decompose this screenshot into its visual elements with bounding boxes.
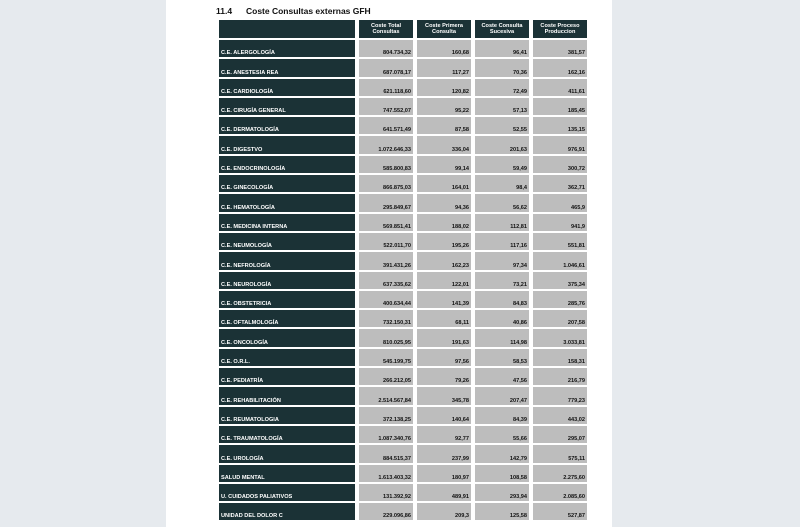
coste-total-cell: 569.851,41 [359, 214, 413, 231]
coste-sucesiva-cell: 117,16 [475, 233, 529, 250]
coste-primera-cell: 188,02 [417, 214, 471, 231]
table-body [219, 40, 587, 520]
coste-sucesiva-cell: 207,47 [475, 387, 529, 404]
coste-proceso-cell: 158,31 [533, 349, 587, 366]
coste-sucesiva-cell: 201,63 [475, 136, 529, 153]
coste-sucesiva-cell: 97,34 [475, 252, 529, 269]
coste-proceso-cell: 976,91 [533, 136, 587, 153]
table-row [219, 175, 587, 192]
coste-primera-cell: 117,27 [417, 59, 471, 76]
coste-proceso-cell: 295,07 [533, 426, 587, 443]
header-blank-cell [219, 20, 355, 38]
row-label: C.E. DERMATOLOGÍA [219, 117, 355, 134]
row-label: C.E. PEDIATRÍA [219, 368, 355, 385]
coste-sucesiva-cell: 96,41 [475, 40, 529, 57]
section-number: 11.4 [216, 6, 233, 16]
header-coste-primera: Coste Primera Consulta [417, 20, 471, 38]
coste-sucesiva-cell: 112,81 [475, 214, 529, 231]
coste-proceso-cell: 300,72 [533, 156, 587, 173]
coste-primera-cell: 195,26 [417, 233, 471, 250]
coste-primera-cell: 180,97 [417, 465, 471, 482]
row-label: C.E. HEMATOLOGÍA [219, 194, 355, 211]
coste-proceso-cell: 285,76 [533, 291, 587, 308]
row-label: C.E. NEUMOLOGÍA [219, 233, 355, 250]
row-label: C.E. OBSTETRICIA [219, 291, 355, 308]
coste-primera-cell: 87,58 [417, 117, 471, 134]
coste-proceso-cell: 551,81 [533, 233, 587, 250]
coste-proceso-cell: 162,16 [533, 59, 587, 76]
table-row [219, 156, 587, 173]
section-title: Coste Consultas externas GFH [246, 6, 371, 16]
row-label: C.E. O.R.L. [219, 349, 355, 366]
row-label: C.E. GINECOLOGÍA [219, 175, 355, 192]
coste-proceso-cell: 185,45 [533, 98, 587, 115]
table-row [219, 40, 587, 57]
coste-total-cell: 522.011,70 [359, 233, 413, 250]
coste-primera-cell: 68,11 [417, 310, 471, 327]
coste-primera-cell: 162,23 [417, 252, 471, 269]
coste-total-cell: 687.078,17 [359, 59, 413, 76]
row-label: C.E. REHABILITACIÓN [219, 387, 355, 404]
coste-sucesiva-cell: 70,36 [475, 59, 529, 76]
coste-sucesiva-cell: 59,49 [475, 156, 529, 173]
row-label: C.E. CARDIOLOGÍA [219, 79, 355, 96]
coste-total-cell: 884.515,37 [359, 445, 413, 462]
coste-proceso-cell: 207,58 [533, 310, 587, 327]
table-row [219, 233, 587, 250]
row-label: U. CUIDADOS PALIATIVOS [219, 484, 355, 501]
coste-proceso-cell: 779,23 [533, 387, 587, 404]
table-row [219, 503, 587, 520]
coste-total-cell: 585.800,83 [359, 156, 413, 173]
table-row [219, 407, 587, 424]
coste-proceso-cell: 575,11 [533, 445, 587, 462]
table-row [219, 310, 587, 327]
table-row [219, 465, 587, 482]
table-row [219, 445, 587, 462]
coste-proceso-cell: 443,02 [533, 407, 587, 424]
coste-total-cell: 2.514.567,84 [359, 387, 413, 404]
coste-primera-cell: 95,22 [417, 98, 471, 115]
coste-sucesiva-cell: 142,79 [475, 445, 529, 462]
coste-total-cell: 804.734,32 [359, 40, 413, 57]
coste-primera-cell: 140,64 [417, 407, 471, 424]
table-row [219, 136, 587, 153]
coste-proceso-cell: 1.046,61 [533, 252, 587, 269]
coste-proceso-cell: 941,9 [533, 214, 587, 231]
table-row [219, 194, 587, 211]
row-label: C.E. ANESTESIA REA [219, 59, 355, 76]
coste-total-cell: 810.025,95 [359, 329, 413, 346]
header-coste-proceso: Coste Proceso Produccion [533, 20, 587, 38]
coste-sucesiva-cell: 84,39 [475, 407, 529, 424]
coste-sucesiva-cell: 40,86 [475, 310, 529, 327]
coste-total-cell: 1.087.340,76 [359, 426, 413, 443]
table-row [219, 214, 587, 231]
table-row [219, 368, 587, 385]
coste-primera-cell: 94,36 [417, 194, 471, 211]
coste-proceso-cell: 216,79 [533, 368, 587, 385]
coste-sucesiva-cell: 84,83 [475, 291, 529, 308]
coste-total-cell: 637.335,62 [359, 272, 413, 289]
coste-proceso-cell: 2.085,60 [533, 484, 587, 501]
coste-primera-cell: 345,78 [417, 387, 471, 404]
table-row [219, 252, 587, 269]
coste-total-cell: 229.096,86 [359, 503, 413, 520]
coste-total-cell: 266.212,05 [359, 368, 413, 385]
coste-sucesiva-cell: 55,66 [475, 426, 529, 443]
header-coste-total: Coste Total Consultas [359, 20, 413, 38]
coste-sucesiva-cell: 73,21 [475, 272, 529, 289]
coste-total-cell: 1.072.646,33 [359, 136, 413, 153]
coste-total-cell: 295.849,67 [359, 194, 413, 211]
coste-primera-cell: 92,77 [417, 426, 471, 443]
coste-primera-cell: 97,56 [417, 349, 471, 366]
coste-total-cell: 1.613.403,32 [359, 465, 413, 482]
row-label: C.E. UROLOGÍA [219, 445, 355, 462]
coste-sucesiva-cell: 98,4 [475, 175, 529, 192]
coste-total-cell: 545.199,75 [359, 349, 413, 366]
coste-total-cell: 400.634,44 [359, 291, 413, 308]
coste-primera-cell: 209,3 [417, 503, 471, 520]
table-row [219, 484, 587, 501]
coste-total-cell: 372.138,25 [359, 407, 413, 424]
coste-total-cell: 732.150,31 [359, 310, 413, 327]
table-row [219, 387, 587, 404]
coste-sucesiva-cell: 52,55 [475, 117, 529, 134]
coste-primera-cell: 122,01 [417, 272, 471, 289]
header-coste-sucesiva: Coste Consulta Sucesiva [475, 20, 529, 38]
coste-proceso-cell: 3.033,81 [533, 329, 587, 346]
coste-sucesiva-cell: 56,62 [475, 194, 529, 211]
row-label: C.E. NEUROLOGÍA [219, 272, 355, 289]
cost-table [215, 18, 591, 522]
coste-primera-cell: 237,99 [417, 445, 471, 462]
coste-proceso-cell: 381,57 [533, 40, 587, 57]
coste-total-cell: 131.392,92 [359, 484, 413, 501]
table-row [219, 59, 587, 76]
coste-primera-cell: 336,04 [417, 136, 471, 153]
coste-sucesiva-cell: 72,49 [475, 79, 529, 96]
coste-total-cell: 621.118,60 [359, 79, 413, 96]
table-row [219, 329, 587, 346]
coste-primera-cell: 99,14 [417, 156, 471, 173]
coste-primera-cell: 120,82 [417, 79, 471, 96]
coste-sucesiva-cell: 58,53 [475, 349, 529, 366]
table-row [219, 117, 587, 134]
table-row [219, 272, 587, 289]
coste-proceso-cell: 362,71 [533, 175, 587, 192]
coste-primera-cell: 489,91 [417, 484, 471, 501]
row-label: C.E. ALERGOLOGÍA [219, 40, 355, 57]
coste-proceso-cell: 411,61 [533, 79, 587, 96]
coste-sucesiva-cell: 57,13 [475, 98, 529, 115]
coste-primera-cell: 164,01 [417, 175, 471, 192]
row-label: C.E. TRAUMATOLOGÍA [219, 426, 355, 443]
table-row [219, 98, 587, 115]
table-row [219, 79, 587, 96]
coste-sucesiva-cell: 293,94 [475, 484, 529, 501]
table-row [219, 349, 587, 366]
coste-proceso-cell: 465,9 [533, 194, 587, 211]
coste-proceso-cell: 2.275,60 [533, 465, 587, 482]
row-label: C.E. DIGESTVO [219, 136, 355, 153]
row-label: SALUD MENTAL [219, 465, 355, 482]
table-header-row [219, 20, 587, 38]
row-label: C.E. OFTALMOLOGÍA [219, 310, 355, 327]
coste-total-cell: 747.552,07 [359, 98, 413, 115]
table-row [219, 426, 587, 443]
coste-total-cell: 866.875,03 [359, 175, 413, 192]
coste-proceso-cell: 135,15 [533, 117, 587, 134]
row-label: C.E. ENDOCRINOLOGÍA [219, 156, 355, 173]
row-label: UNIDAD DEL DOLOR C [219, 503, 355, 520]
row-label: C.E. REUMATOLOGIA [219, 407, 355, 424]
coste-sucesiva-cell: 125,58 [475, 503, 529, 520]
coste-primera-cell: 79,26 [417, 368, 471, 385]
coste-proceso-cell: 375,34 [533, 272, 587, 289]
coste-sucesiva-cell: 114,98 [475, 329, 529, 346]
coste-primera-cell: 141,39 [417, 291, 471, 308]
coste-primera-cell: 191,63 [417, 329, 471, 346]
coste-total-cell: 391.431,26 [359, 252, 413, 269]
coste-total-cell: 641.571,49 [359, 117, 413, 134]
section-heading [216, 6, 371, 16]
document-page [166, 0, 612, 527]
coste-sucesiva-cell: 47,56 [475, 368, 529, 385]
row-label: C.E. CIRUGÍA GENERAL [219, 98, 355, 115]
coste-proceso-cell: 527,87 [533, 503, 587, 520]
coste-sucesiva-cell: 108,58 [475, 465, 529, 482]
row-label: C.E. ONCOLOGÍA [219, 329, 355, 346]
row-label: C.E. NEFROLOGÍA [219, 252, 355, 269]
row-label: C.E. MEDICINA INTERNA [219, 214, 355, 231]
coste-primera-cell: 160,68 [417, 40, 471, 57]
table-row [219, 291, 587, 308]
